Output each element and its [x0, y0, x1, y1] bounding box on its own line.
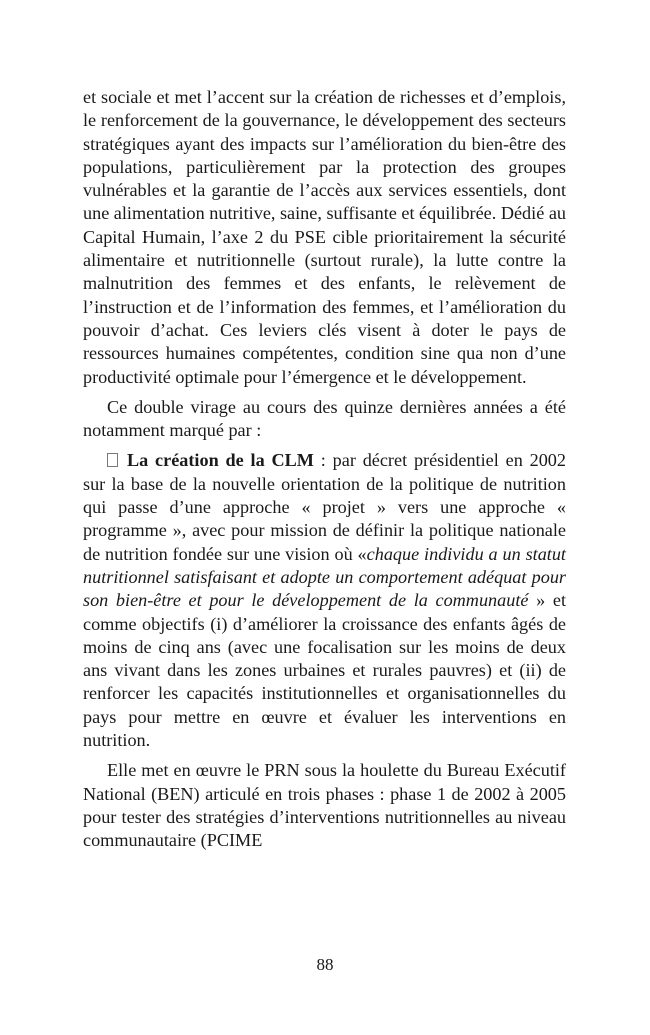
paragraph-creation-clm — [83, 449, 566, 752]
clm-text-a: : par décret présidentiel en 2002 sur la base de la nouvelle orientation de la politique de nutrition qui passe d’une approche « projet » vers une approche « programme », avec pour mission de définir la politique nationale de nutrition fondée sur une vision où « — [83, 450, 566, 564]
paragraph-pse-axe2: et sociale et met l’accent sur la création de richesses et d’emplois, le renforcement de la gouvernance, le développement des secteurs stratégiques ayant des impacts sur l’amélioration du bien-être des populations, particulièrement par la protection des groupes vulnérables et la garantie de l’accès aux services essentiels, dont une alimentation nutritive, saine, suffisante et équilibrée. Dédié au Capital Humain, l’axe 2 du PSE cible prioritairement la sécurité alimentaire et nutritionnelle (surtout rurale), la lutte contre la malnutrition des femmes et des enfants, le relèvement de l’instruction et de l’information des femmes, et l’amélioration du pouvoir d’achat. Ces leviers clés visent à doter le pays de ressources humaines compétentes, condition sine qua non d’une productivité optimale pour l’émergence et le développement. — [83, 87, 566, 387]
page-number: 88 — [316, 955, 334, 974]
paragraph-double-virage: Ce double virage au cours des quinze dernières années a été notamment marqué par : — [83, 396, 566, 441]
paragraph-prn-ben: Elle met en œuvre le PRN sous la houlette du Bureau Exécutif National (BEN) articulé en trois phases : phase 1 de 2002 à 2005 pour tester des stratégies d’interventions nutritionnelles au niveau communautaire (PCIME — [83, 760, 566, 851]
bullet-square-icon — [107, 453, 118, 467]
clm-heading: La création de la CLM — [127, 450, 314, 471]
clm-vision-quote: chaque individu a un statut nutritionnel satisfaisant et adopte un comportement adéquat pour son bien-être et pour le développement de la communauté — [83, 543, 566, 611]
clm-text-b: » et comme objectifs (i) d’améliorer la croissance des enfants âgés de moins de cinq ans (avec une focalisation sur les moins de deux ans vivant dans les zones urbaines et rurales pauvres) et (ii) de renforcer les capacités institutionnelles et organisationnelles du pays pour mettre en œuvre et évaluer les interventions en nutrition. — [83, 590, 566, 751]
page-body — [83, 86, 566, 853]
